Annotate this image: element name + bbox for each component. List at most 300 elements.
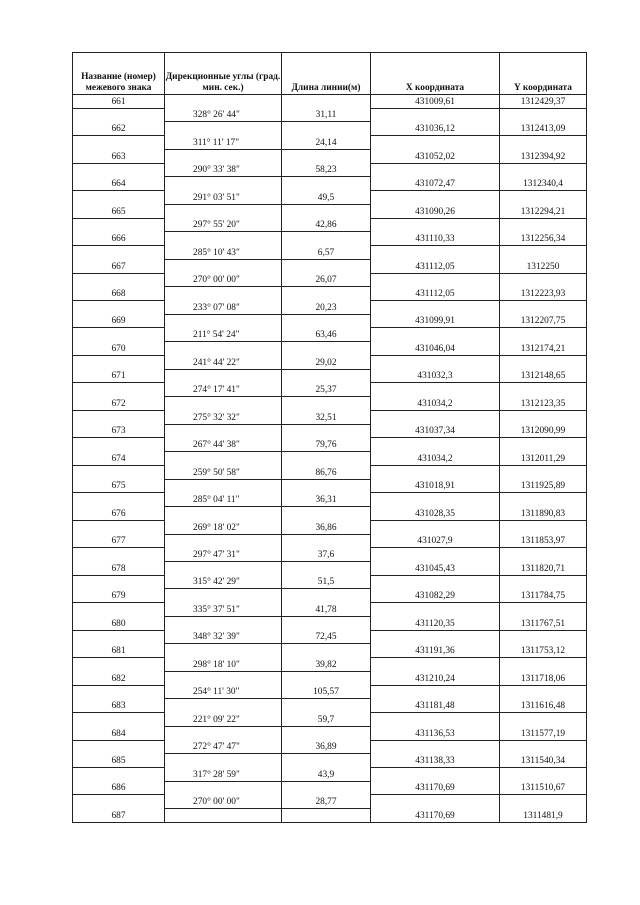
empty-cell [282,699,371,713]
line-length: 79,76 [282,438,371,452]
empty-cell [282,644,371,658]
x-coordinate: 431090,26 [371,204,500,218]
direction-angle: 290° 33' 38" [165,163,282,177]
table-row [73,575,587,589]
x-coordinate: 431191,36 [371,644,500,658]
point-id: 668 [73,287,165,301]
empty-cell [165,369,282,383]
point-id: 674 [73,452,165,466]
table-row [73,520,587,534]
empty-cell [73,355,165,369]
point-id: 673 [73,424,165,438]
empty-cell [165,452,282,466]
point-id: 677 [73,534,165,548]
empty-cell [371,163,500,177]
empty-cell [500,795,587,809]
x-coordinate: 431009,61 [371,95,500,109]
table-row [73,465,587,479]
table-body [73,95,587,823]
table-row [73,136,587,150]
x-coordinate: 431045,43 [371,561,500,575]
y-coordinate: 1312223,93 [500,287,587,301]
empty-cell [500,383,587,397]
x-coordinate: 431034,2 [371,452,500,466]
empty-cell [282,149,371,163]
table-row [73,246,587,260]
empty-cell [371,685,500,699]
empty-cell [282,177,371,191]
table-row [73,369,587,383]
empty-cell [500,493,587,507]
direction-angle: 297° 55' 20" [165,218,282,232]
empty-cell [500,328,587,342]
header-y: Y координата [500,53,587,95]
table-row [73,754,587,768]
table-row [73,658,587,672]
point-id: 667 [73,259,165,273]
point-id: 666 [73,232,165,246]
point-id: 686 [73,781,165,795]
empty-cell [165,424,282,438]
direction-angle: 315° 42' 29" [165,575,282,589]
table-row [73,273,587,287]
empty-cell [165,259,282,273]
line-length: 41,78 [282,603,371,617]
empty-cell [500,520,587,534]
empty-cell [165,644,282,658]
empty-cell [282,342,371,356]
table-header-row [73,53,587,95]
table-row [73,630,587,644]
x-coordinate: 431120,35 [371,616,500,630]
x-coordinate: 431181,48 [371,699,500,713]
empty-cell [73,630,165,644]
y-coordinate: 1312340,4 [500,177,587,191]
table-row [73,781,587,795]
empty-cell [73,438,165,452]
table-row [73,191,587,205]
direction-angle: 275° 32' 32" [165,410,282,424]
empty-cell [371,465,500,479]
x-coordinate: 431072,47 [371,177,500,191]
line-length: 58,23 [282,163,371,177]
y-coordinate: 1312250 [500,259,587,273]
empty-cell [500,685,587,699]
line-length: 24,14 [282,136,371,150]
empty-cell [165,507,282,521]
direction-angle: 348° 32' 39" [165,630,282,644]
x-coordinate: 431037,34 [371,424,500,438]
empty-cell [73,108,165,122]
table-row [73,383,587,397]
empty-cell [282,314,371,328]
y-coordinate: 1312294,21 [500,204,587,218]
empty-cell [165,287,282,301]
point-id: 679 [73,589,165,603]
x-coordinate: 431170,69 [371,781,500,795]
empty-cell [73,493,165,507]
boundary-coordinates-table [72,52,587,823]
empty-cell [282,452,371,466]
empty-cell [165,177,282,191]
line-length: 39,82 [282,658,371,672]
table-row [73,355,587,369]
direction-angle: 285° 10' 43" [165,246,282,260]
direction-angle: 254° 11' 30" [165,685,282,699]
direction-angle: 297° 47' 31" [165,548,282,562]
empty-cell [282,232,371,246]
line-length: 86,76 [282,465,371,479]
x-coordinate: 431112,05 [371,287,500,301]
header-length: Длина линии(м) [282,53,371,95]
empty-cell [500,548,587,562]
direction-angle: 311° 11' 17" [165,136,282,150]
table-row [73,795,587,809]
y-coordinate: 1311577,19 [500,726,587,740]
empty-cell [282,809,371,823]
empty-cell [371,191,500,205]
table-row [73,726,587,740]
empty-cell [282,397,371,411]
empty-cell [500,273,587,287]
table-row [73,561,587,575]
table-row [73,177,587,191]
direction-angle: 274° 17' 41" [165,383,282,397]
empty-cell [500,355,587,369]
empty-cell [500,410,587,424]
x-coordinate: 431099,91 [371,314,500,328]
empty-cell [282,259,371,273]
direction-angle: 221° 09' 22" [165,713,282,727]
table-row [73,95,587,109]
y-coordinate: 1311767,51 [500,616,587,630]
empty-cell [165,781,282,795]
empty-cell [282,507,371,521]
point-id: 684 [73,726,165,740]
x-coordinate: 431032,3 [371,369,500,383]
point-id: 664 [73,177,165,191]
empty-cell [73,246,165,260]
direction-angle: 267° 44' 38" [165,438,282,452]
empty-cell [371,767,500,781]
empty-cell [371,383,500,397]
empty-cell [282,781,371,795]
empty-cell [165,699,282,713]
empty-cell [371,273,500,287]
empty-cell [500,246,587,260]
empty-cell [371,328,500,342]
table-row [73,479,587,493]
empty-cell [371,355,500,369]
point-id: 661 [73,95,165,109]
empty-cell [165,671,282,685]
y-coordinate: 1312148,65 [500,369,587,383]
y-coordinate: 1312429,37 [500,95,587,109]
empty-cell [73,713,165,727]
line-length: 63,46 [282,328,371,342]
empty-cell [282,369,371,383]
point-id: 685 [73,754,165,768]
point-id: 672 [73,397,165,411]
empty-cell [73,218,165,232]
table-row [73,424,587,438]
empty-cell [371,740,500,754]
empty-cell [73,383,165,397]
empty-cell [165,95,282,109]
point-id: 687 [73,809,165,823]
point-id: 671 [73,369,165,383]
empty-cell [73,136,165,150]
empty-cell [73,767,165,781]
direction-angle: 298° 18' 10" [165,658,282,672]
table-row [73,644,587,658]
empty-cell [73,740,165,754]
x-coordinate: 431136,53 [371,726,500,740]
x-coordinate: 431210,24 [371,671,500,685]
table-row [73,699,587,713]
empty-cell [371,575,500,589]
table-row [73,410,587,424]
line-length: 72,45 [282,630,371,644]
x-coordinate: 431027,9 [371,534,500,548]
table-row [73,232,587,246]
empty-cell [500,136,587,150]
y-coordinate: 1312256,34 [500,232,587,246]
line-length: 49,5 [282,191,371,205]
point-id: 680 [73,616,165,630]
table-row [73,204,587,218]
empty-cell [500,713,587,727]
empty-cell [500,630,587,644]
table-row [73,397,587,411]
empty-cell [165,589,282,603]
direction-angle: 233° 07' 08" [165,301,282,315]
direction-angle: 241° 44' 22" [165,355,282,369]
empty-cell [73,163,165,177]
y-coordinate: 1311820,71 [500,561,587,575]
line-length: 43,9 [282,767,371,781]
table-row [73,740,587,754]
empty-cell [73,410,165,424]
point-id: 669 [73,314,165,328]
point-id: 678 [73,561,165,575]
x-coordinate: 431110,33 [371,232,500,246]
empty-cell [282,726,371,740]
empty-cell [165,754,282,768]
empty-cell [500,465,587,479]
y-coordinate: 1311510,67 [500,781,587,795]
table-row [73,534,587,548]
point-id: 670 [73,342,165,356]
table-row [73,108,587,122]
direction-angle: 270° 00' 00" [165,795,282,809]
line-length: 6,57 [282,246,371,260]
line-length: 31,11 [282,108,371,122]
direction-angle: 211° 54' 24" [165,328,282,342]
table-row [73,493,587,507]
x-coordinate: 431018,91 [371,479,500,493]
empty-cell [371,658,500,672]
empty-cell [282,204,371,218]
empty-cell [371,410,500,424]
empty-cell [371,603,500,617]
table-row [73,301,587,315]
empty-cell [73,191,165,205]
point-id: 681 [73,644,165,658]
empty-cell [73,520,165,534]
line-length: 105,57 [282,685,371,699]
line-length: 36,86 [282,520,371,534]
table-row [73,589,587,603]
line-length: 25,37 [282,383,371,397]
y-coordinate: 1311784,75 [500,589,587,603]
y-coordinate: 1311925,89 [500,479,587,493]
y-coordinate: 1311616,48 [500,699,587,713]
x-coordinate: 431036,12 [371,122,500,136]
point-id: 665 [73,204,165,218]
table-row [73,163,587,177]
empty-cell [165,479,282,493]
line-length: 20,23 [282,301,371,315]
table-row [73,767,587,781]
line-length: 29,02 [282,355,371,369]
table-row [73,122,587,136]
x-coordinate: 431052,02 [371,149,500,163]
y-coordinate: 1312174,21 [500,342,587,356]
table-row [73,603,587,617]
empty-cell [282,671,371,685]
x-coordinate: 431082,29 [371,589,500,603]
empty-cell [73,603,165,617]
direction-angle: 291° 03' 51" [165,191,282,205]
empty-cell [73,465,165,479]
y-coordinate: 1311481,9 [500,809,587,823]
point-id: 676 [73,507,165,521]
y-coordinate: 1311890,83 [500,507,587,521]
direction-angle: 335° 37' 51" [165,603,282,617]
empty-cell [73,301,165,315]
table-row [73,507,587,521]
empty-cell [500,740,587,754]
empty-cell [282,479,371,493]
table-row [73,314,587,328]
table-row [73,548,587,562]
point-id: 683 [73,699,165,713]
x-coordinate: 431034,2 [371,397,500,411]
table-row [73,342,587,356]
empty-cell [165,122,282,136]
header-angle: Дирекционные углы (град. мин. сек.) [165,53,282,95]
empty-cell [500,301,587,315]
y-coordinate: 1311753,12 [500,644,587,658]
header-x: X координата [371,53,500,95]
x-coordinate: 431046,04 [371,342,500,356]
y-coordinate: 1311718,06 [500,671,587,685]
table-row [73,328,587,342]
y-coordinate: 1312207,75 [500,314,587,328]
empty-cell [73,575,165,589]
empty-cell [165,342,282,356]
empty-cell [500,575,587,589]
direction-angle: 270° 00' 00" [165,273,282,287]
empty-cell [73,685,165,699]
header-name: Название (номер) межевого знака [73,53,165,95]
line-length: 36,31 [282,493,371,507]
empty-cell [165,204,282,218]
empty-cell [371,795,500,809]
empty-cell [371,630,500,644]
empty-cell [282,561,371,575]
empty-cell [73,548,165,562]
empty-cell [282,122,371,136]
direction-angle: 272° 47' 47" [165,740,282,754]
line-length: 59,7 [282,713,371,727]
direction-angle: 285° 04' 11" [165,493,282,507]
x-coordinate: 431138,33 [371,754,500,768]
table-row [73,438,587,452]
point-id: 663 [73,149,165,163]
empty-cell [165,232,282,246]
empty-cell [165,397,282,411]
empty-cell [165,314,282,328]
y-coordinate: 1311540,34 [500,754,587,768]
empty-cell [500,108,587,122]
empty-cell [500,658,587,672]
x-coordinate: 431170,69 [371,809,500,823]
direction-angle: 259° 50' 58" [165,465,282,479]
empty-cell [282,616,371,630]
table-row [73,685,587,699]
empty-cell [500,603,587,617]
empty-cell [165,809,282,823]
table-row [73,671,587,685]
point-id: 662 [73,122,165,136]
empty-cell [282,95,371,109]
table-row [73,218,587,232]
empty-cell [500,218,587,232]
table-row [73,452,587,466]
empty-cell [371,136,500,150]
empty-cell [282,424,371,438]
empty-cell [371,246,500,260]
table-row [73,287,587,301]
line-length: 42,86 [282,218,371,232]
empty-cell [73,328,165,342]
y-coordinate: 1312123,35 [500,397,587,411]
empty-cell [165,726,282,740]
line-length: 26,07 [282,273,371,287]
empty-cell [165,149,282,163]
line-length: 37,6 [282,548,371,562]
empty-cell [371,548,500,562]
empty-cell [165,534,282,548]
table-row [73,713,587,727]
empty-cell [73,658,165,672]
direction-angle: 328° 26' 44" [165,108,282,122]
line-length: 51,5 [282,575,371,589]
line-length: 28,77 [282,795,371,809]
empty-cell [282,589,371,603]
point-id: 682 [73,671,165,685]
empty-cell [371,218,500,232]
x-coordinate: 431112,05 [371,259,500,273]
empty-cell [500,767,587,781]
empty-cell [371,520,500,534]
empty-cell [371,438,500,452]
empty-cell [165,616,282,630]
empty-cell [282,754,371,768]
empty-cell [371,713,500,727]
